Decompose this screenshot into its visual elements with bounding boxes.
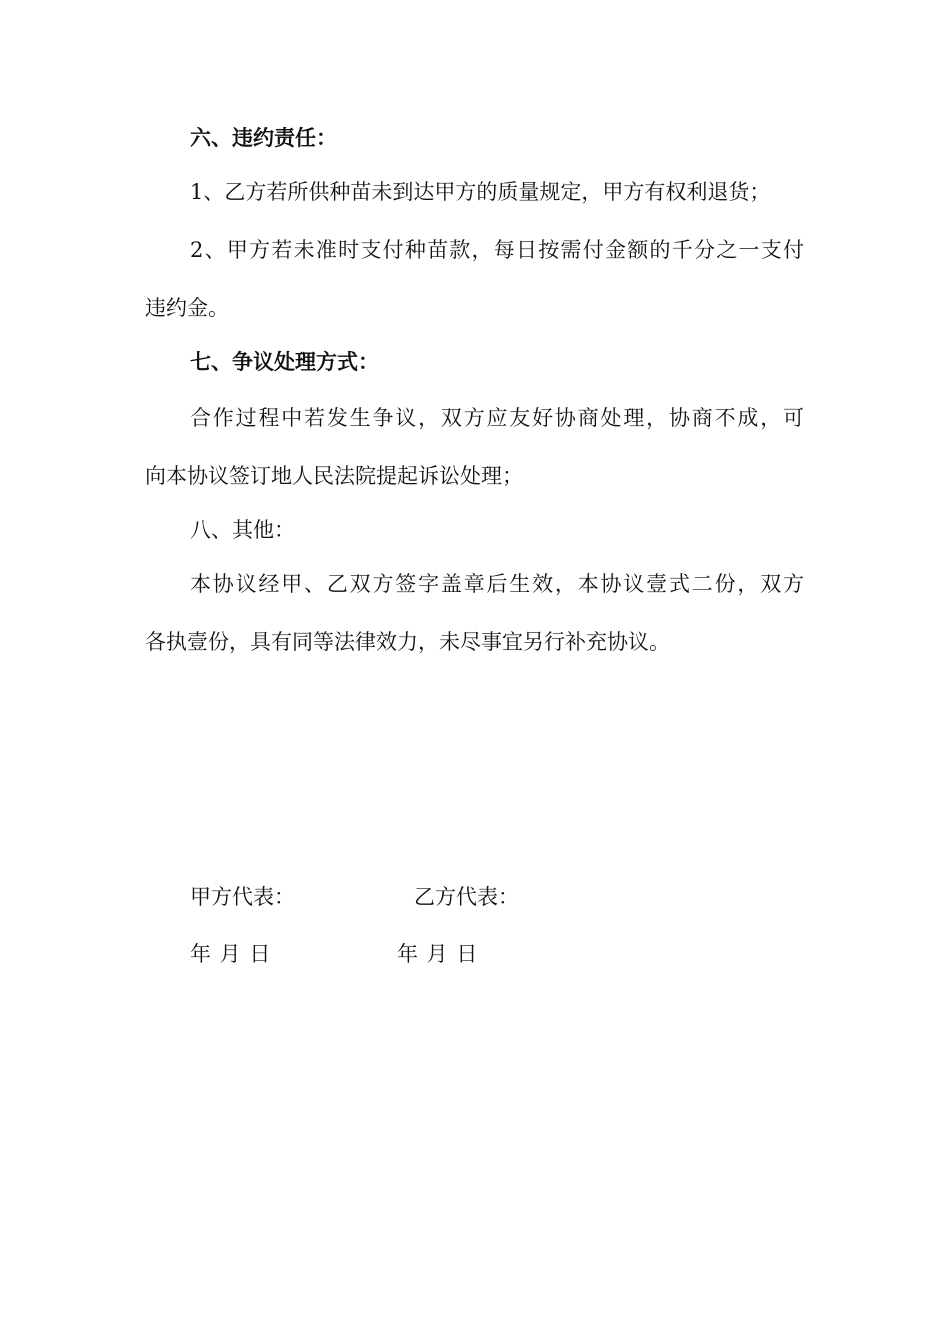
section-8-heading: 八、其他： [190,518,295,542]
section-7-heading: 七、争议处理方式： [190,349,379,374]
section-6-clause-2-line-1: 2、甲方若未准时支付种苗款，每日按需付金额的千分之一支付 [190,238,804,262]
party-b-date: 年 月 日 [397,942,478,966]
section-6-clause-1: 1、乙方若所供种苗未到达甲方的质量规定，甲方有权利退货； [190,180,771,204]
section-6-clause-2-line-2: 违约金。 [145,296,229,320]
party-a-date: 年 月 日 [190,942,271,966]
section-8-paragraph-line-2: 各执壹份，具有同等法律效力，未尽事宜另行补充协议。 [145,630,670,654]
party-a-representative-label: 甲方代表： [190,885,295,909]
section-6-heading: 六、违约责任： [190,125,337,150]
party-b-representative-label: 乙方代表： [414,885,519,909]
section-7-paragraph-line-2: 向本协议签订地人民法院提起诉讼处理； [145,464,523,488]
section-7-paragraph-line-1: 合作过程中若发生争议，双方应友好协商处理，协商不成，可 [190,406,804,430]
section-8-paragraph-line-1: 本协议经甲、乙双方签字盖章后生效，本协议壹式二份，双方 [190,572,804,596]
